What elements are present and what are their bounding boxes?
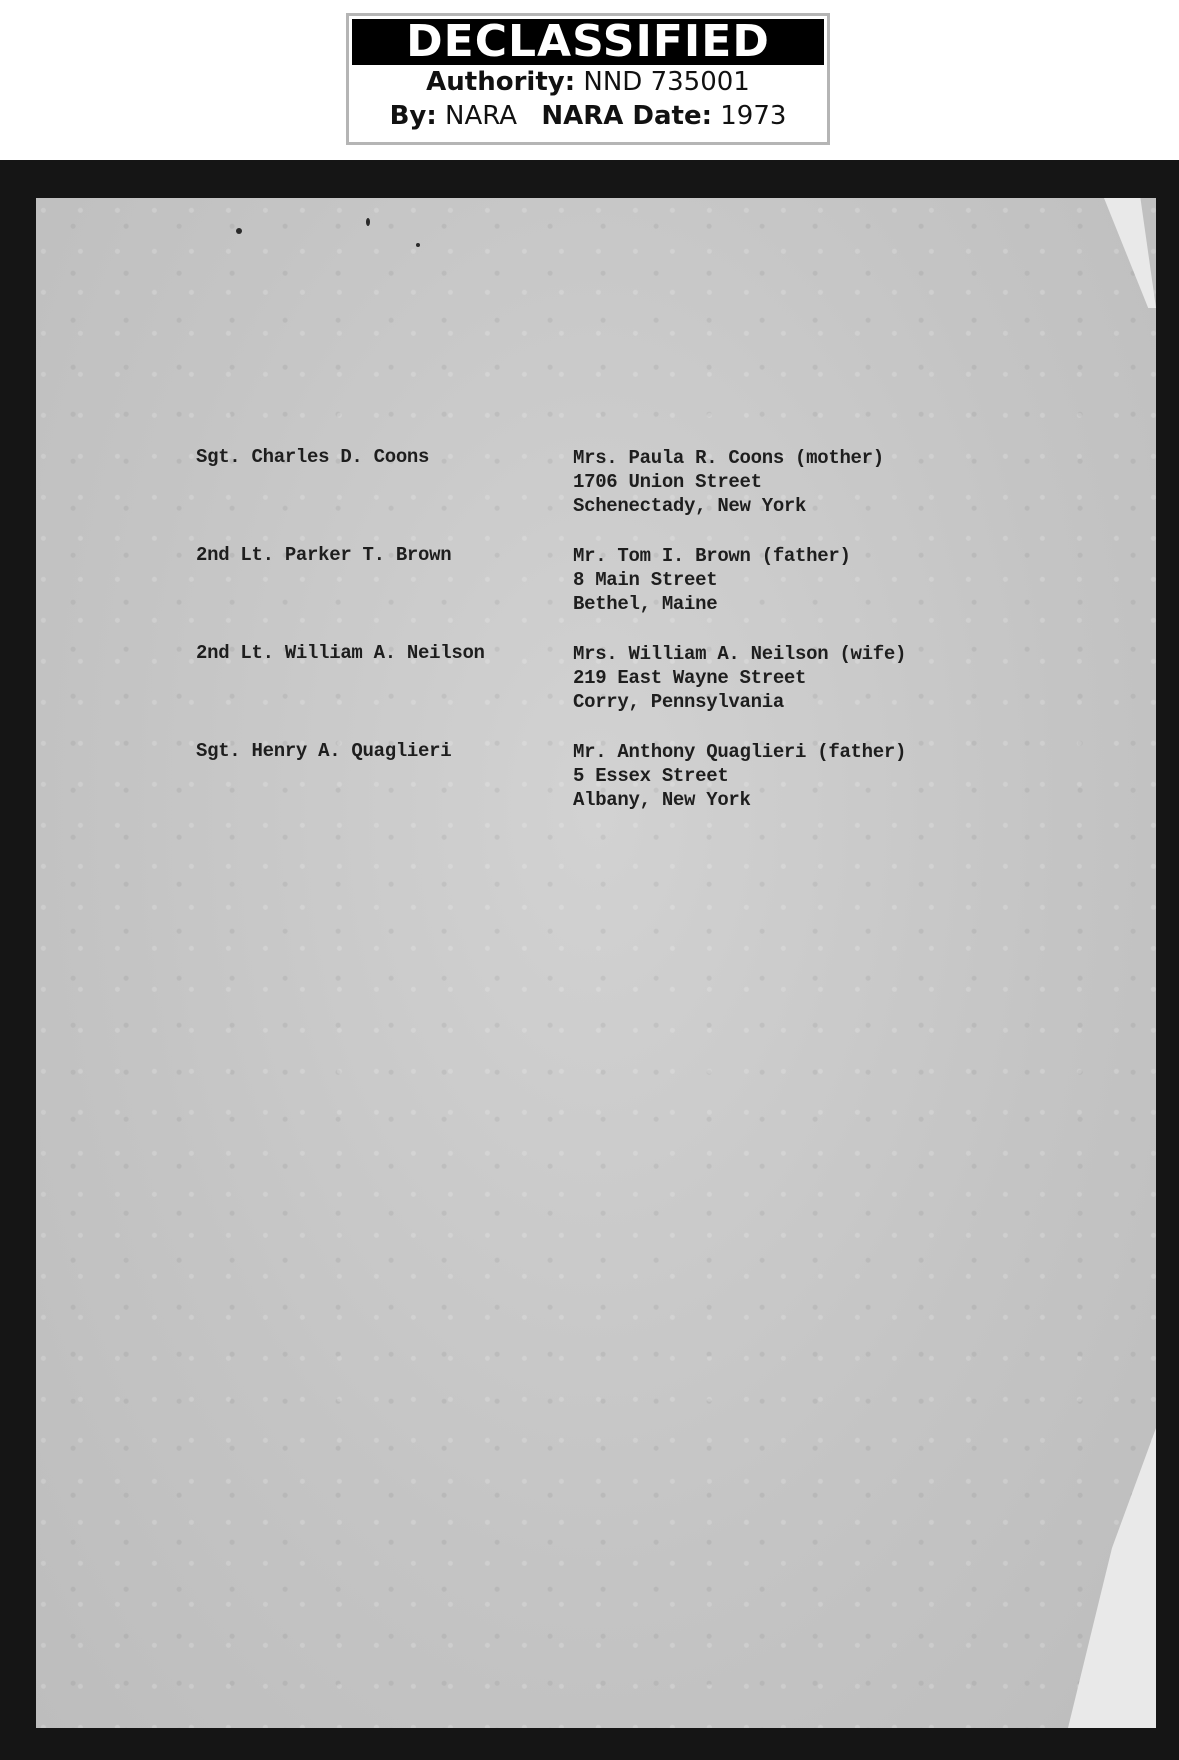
kin-street: 219 East Wayne Street: [573, 667, 807, 689]
stamp-date-value: 1973: [720, 101, 787, 131]
stamp-title: DECLASSIFIED: [352, 19, 824, 65]
kin-city: Albany, New York: [573, 789, 751, 811]
next-of-kin: [573, 544, 851, 616]
scanned-page: [0, 160, 1179, 1760]
kin-city: Bethel, Maine: [573, 593, 718, 615]
serviceman-name: Sgt. Henry A. Quaglieri: [196, 740, 452, 762]
kin-name: Mrs. Paula R. Coons (mother): [573, 447, 884, 469]
stamp-authority-value: NND 735001: [583, 67, 750, 97]
serviceman-name: 2nd Lt. Parker T. Brown: [196, 544, 452, 566]
kin-street: 8 Main Street: [573, 569, 718, 591]
kin-name: Mr. Anthony Quaglieri (father): [573, 741, 907, 763]
serviceman-name: Sgt. Charles D. Coons: [196, 446, 430, 468]
paper-sheet: [36, 198, 1156, 1728]
folded-corner-top: [1104, 198, 1156, 308]
stamp-by-value: NARA: [445, 101, 518, 131]
next-of-kin: [573, 740, 906, 812]
ink-speck: [236, 228, 242, 234]
kin-city: Corry, Pennsylvania: [573, 691, 784, 713]
stamp-authority-label: Authority:: [426, 67, 576, 97]
next-of-kin: [573, 642, 906, 714]
ink-speck: [366, 218, 370, 226]
kin-name: Mrs. William A. Neilson (wife): [573, 643, 907, 665]
kin-name: Mr. Tom I. Brown (father): [573, 545, 851, 567]
next-of-kin: [573, 446, 884, 518]
ink-speck: [416, 243, 420, 247]
declassified-stamp: [346, 13, 830, 145]
stamp-date-label: NARA Date:: [541, 101, 712, 131]
serviceman-name: 2nd Lt. William A. Neilson: [196, 642, 485, 664]
stamp-authority-line: [349, 65, 827, 99]
stamp-by-line: [349, 99, 827, 133]
kin-street: 5 Essex Street: [573, 765, 729, 787]
kin-city: Schenectady, New York: [573, 495, 807, 517]
stamp-by-label: By:: [389, 101, 437, 131]
kin-street: 1706 Union Street: [573, 471, 762, 493]
folded-corner-bottom: [1046, 1428, 1156, 1728]
